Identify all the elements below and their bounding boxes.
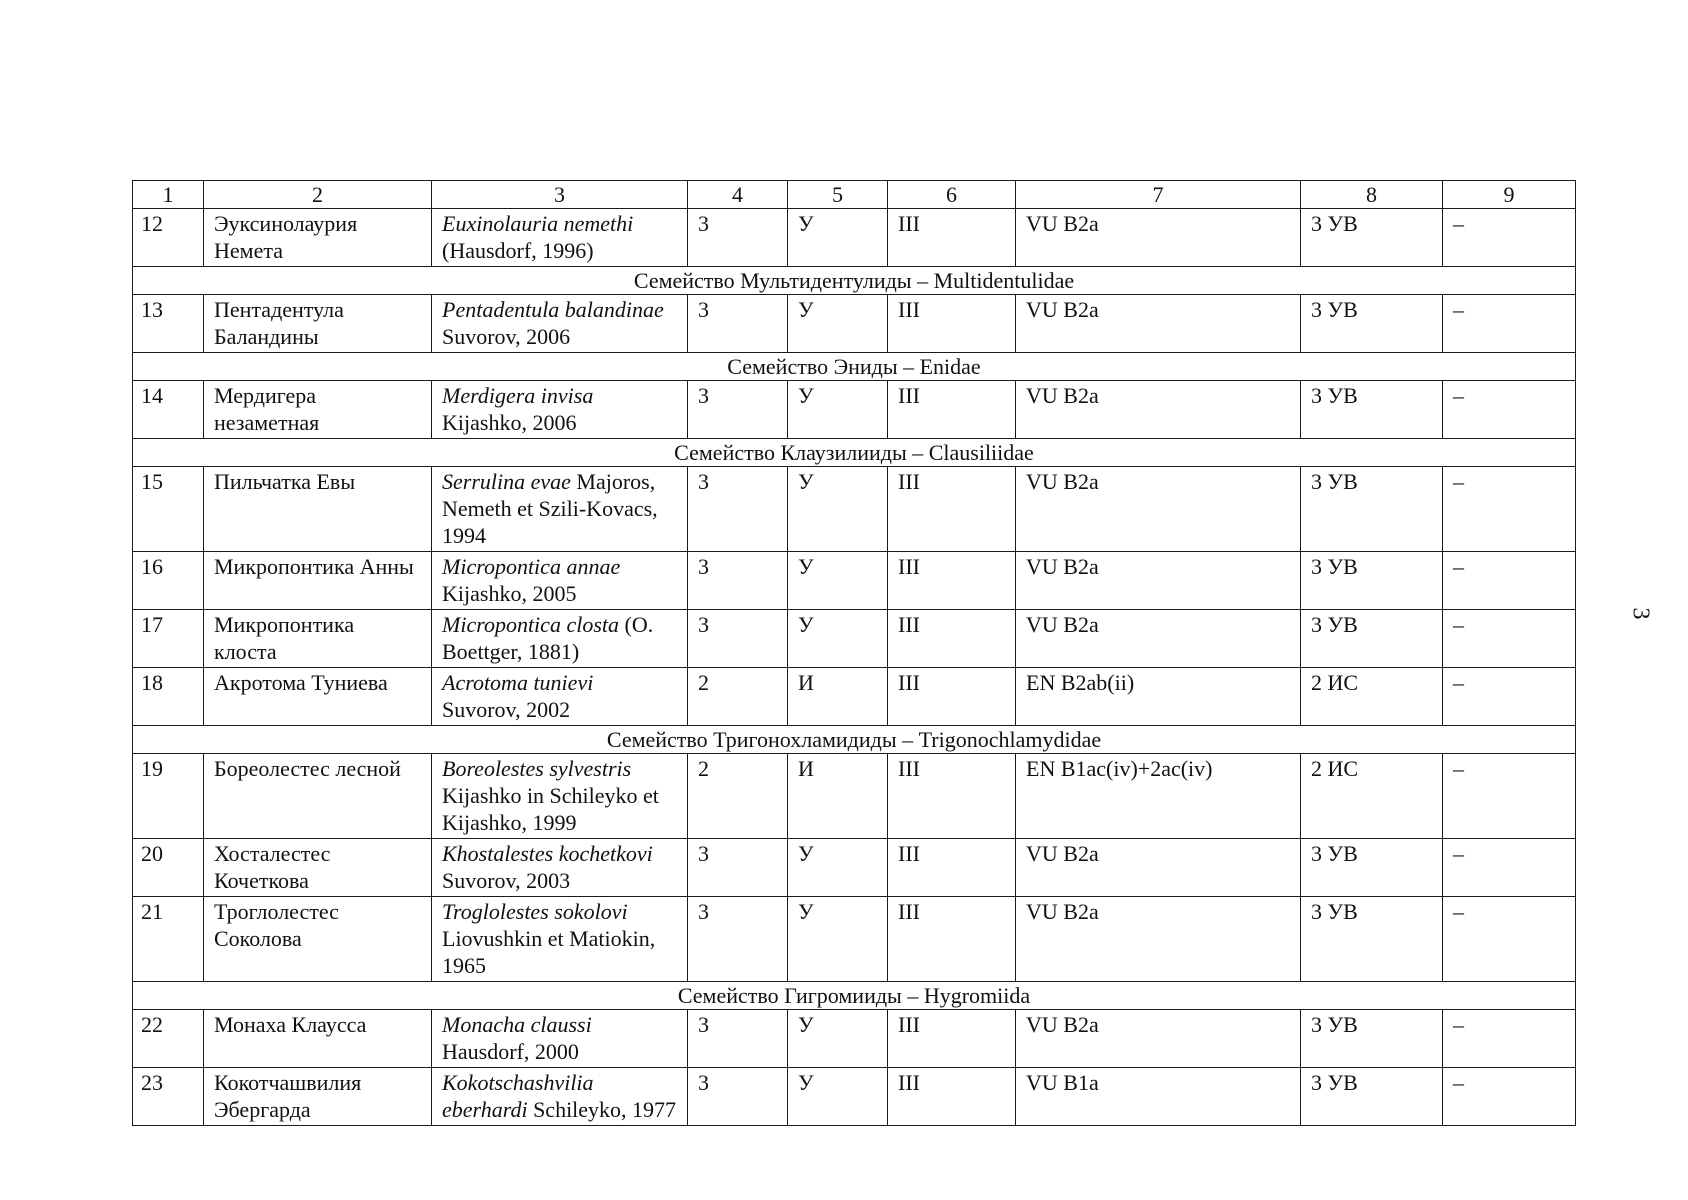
status-cell: У xyxy=(788,295,888,353)
regional-status-cell: 3 УВ xyxy=(1301,467,1443,552)
russian-name-cell: Монаха Клаусса xyxy=(204,1010,432,1068)
priority-cell: III xyxy=(888,381,1016,439)
priority-cell: III xyxy=(888,839,1016,897)
priority-cell: III xyxy=(888,897,1016,982)
latin-name: Kokotschashvilia eberhardi xyxy=(442,1070,594,1122)
status-cell: У xyxy=(788,839,888,897)
russian-name-cell: Хосталестес Кочеткова xyxy=(204,839,432,897)
family-row xyxy=(133,982,1576,1010)
category-cell: 3 xyxy=(688,839,788,897)
table-body xyxy=(133,181,1576,1126)
status-cell: И xyxy=(788,754,888,839)
notes-cell: – xyxy=(1443,1010,1576,1068)
iucn-cell: VU B2a xyxy=(1016,610,1301,668)
notes-cell: – xyxy=(1443,209,1576,267)
page-number: 3 xyxy=(1627,607,1654,620)
regional-status-cell: 3 УВ xyxy=(1301,897,1443,982)
category-cell: 2 xyxy=(688,668,788,726)
row-number-cell: 18 xyxy=(133,668,204,726)
russian-name-cell: Пентадентула Баландины xyxy=(204,295,432,353)
row-number-cell: 15 xyxy=(133,467,204,552)
russian-name-cell: Пильчатка Евы xyxy=(204,467,432,552)
iucn-cell: VU B2a xyxy=(1016,1010,1301,1068)
family-label: Семейство Мультидентулиды – Multidentulidae xyxy=(133,267,1576,295)
author-citation: Suvorov, 2002 xyxy=(442,697,571,722)
status-cell: У xyxy=(788,1010,888,1068)
table-row xyxy=(133,295,1576,353)
author-citation: Kijashko, 2005 xyxy=(442,581,577,606)
regional-status-cell: 2 ИС xyxy=(1301,754,1443,839)
table-row xyxy=(133,897,1576,982)
notes-cell: – xyxy=(1443,610,1576,668)
row-number-cell: 21 xyxy=(133,897,204,982)
row-number-cell: 17 xyxy=(133,610,204,668)
row-number-cell: 23 xyxy=(133,1068,204,1126)
table-row xyxy=(133,209,1576,267)
russian-name-cell: Бореолестес лесной xyxy=(204,754,432,839)
regional-status-cell: 3 УВ xyxy=(1301,552,1443,610)
column-header: 3 xyxy=(432,181,688,209)
russian-name-cell: Акротома Туниева xyxy=(204,668,432,726)
latin-name-cell xyxy=(432,897,688,982)
column-header: 7 xyxy=(1016,181,1301,209)
priority-cell: III xyxy=(888,610,1016,668)
family-row xyxy=(133,353,1576,381)
russian-name-cell: Микропонтика Анны xyxy=(204,552,432,610)
latin-name: Euxinolauria nemethi xyxy=(442,211,634,236)
status-cell: У xyxy=(788,897,888,982)
regional-status-cell: 3 УВ xyxy=(1301,839,1443,897)
row-number-cell: 16 xyxy=(133,552,204,610)
family-row xyxy=(133,439,1576,467)
iucn-cell: VU B2a xyxy=(1016,552,1301,610)
table-row xyxy=(133,754,1576,839)
priority-cell: III xyxy=(888,668,1016,726)
column-header: 8 xyxy=(1301,181,1443,209)
regional-status-cell: 3 УВ xyxy=(1301,1010,1443,1068)
iucn-cell: VU B2a xyxy=(1016,295,1301,353)
table-row xyxy=(133,668,1576,726)
author-citation: Suvorov, 2006 xyxy=(442,324,571,349)
table-row xyxy=(133,552,1576,610)
family-label: Семейство Гигромииды – Hygromiida xyxy=(133,982,1576,1010)
latin-name-cell xyxy=(432,552,688,610)
priority-cell: III xyxy=(888,1068,1016,1126)
regional-status-cell: 3 УВ xyxy=(1301,295,1443,353)
author-citation: Liovushkin et Matiokin, 1965 xyxy=(442,926,656,978)
table-row xyxy=(133,839,1576,897)
latin-name: Khostalestes kochetkovi xyxy=(442,841,653,866)
latin-name: Monacha claussi xyxy=(442,1012,592,1037)
family-label: Семейство Клаузилииды – Clausiliidae xyxy=(133,439,1576,467)
notes-cell: – xyxy=(1443,839,1576,897)
priority-cell: III xyxy=(888,552,1016,610)
regional-status-cell: 2 ИС xyxy=(1301,668,1443,726)
latin-name: Merdigera invisa xyxy=(442,383,594,408)
latin-name-cell xyxy=(432,1068,688,1126)
category-cell: 2 xyxy=(688,754,788,839)
column-header: 4 xyxy=(688,181,788,209)
author-citation: Majoros, Nemeth et Szili-Kovacs, 1994 xyxy=(442,469,658,548)
priority-cell: III xyxy=(888,209,1016,267)
category-cell: 3 xyxy=(688,552,788,610)
priority-cell: III xyxy=(888,467,1016,552)
row-number-cell: 19 xyxy=(133,754,204,839)
table-row xyxy=(133,381,1576,439)
author-citation: Suvorov, 2003 xyxy=(442,868,571,893)
iucn-cell: EN B2ab(ii) xyxy=(1016,668,1301,726)
russian-name-cell: Кокотчашвилия Эбергарда xyxy=(204,1068,432,1126)
table-row xyxy=(133,610,1576,668)
priority-cell: III xyxy=(888,754,1016,839)
status-cell: У xyxy=(788,552,888,610)
family-label: Семейство Эниды – Enidae xyxy=(133,353,1576,381)
latin-name-cell xyxy=(432,467,688,552)
author-citation: (Hausdorf, 1996) xyxy=(442,238,594,263)
iucn-cell: VU B2a xyxy=(1016,381,1301,439)
priority-cell: III xyxy=(888,1010,1016,1068)
category-cell: 3 xyxy=(688,295,788,353)
iucn-cell: VU B1a xyxy=(1016,1068,1301,1126)
latin-name-cell xyxy=(432,668,688,726)
iucn-cell: VU B2a xyxy=(1016,839,1301,897)
latin-name: Boreolestes sylvestris xyxy=(442,756,632,781)
regional-status-cell: 3 УВ xyxy=(1301,381,1443,439)
latin-name: Serrulina evae xyxy=(442,469,571,494)
russian-name-cell: Троглолестес Соколова xyxy=(204,897,432,982)
russian-name-cell: Микропонтика клоста xyxy=(204,610,432,668)
category-cell: 3 xyxy=(688,381,788,439)
iucn-cell: EN B1ac(iv)+2ac(iv) xyxy=(1016,754,1301,839)
family-label: Семейство Тригонохламидиды – Trigonochlamydidae xyxy=(133,726,1576,754)
category-cell: 3 xyxy=(688,1068,788,1126)
notes-cell: – xyxy=(1443,897,1576,982)
latin-name-cell xyxy=(432,1010,688,1068)
notes-cell: – xyxy=(1443,552,1576,610)
latin-name: Micropontica annae xyxy=(442,554,621,579)
latin-name-cell xyxy=(432,295,688,353)
category-cell: 3 xyxy=(688,610,788,668)
notes-cell: – xyxy=(1443,668,1576,726)
latin-name-cell xyxy=(432,610,688,668)
author-citation: Hausdorf, 2000 xyxy=(442,1039,579,1064)
notes-cell: – xyxy=(1443,754,1576,839)
author-citation: Schileyko, 1977 xyxy=(533,1097,677,1122)
status-cell: У xyxy=(788,610,888,668)
family-row xyxy=(133,726,1576,754)
latin-name-cell xyxy=(432,209,688,267)
category-cell: 3 xyxy=(688,209,788,267)
column-header: 1 xyxy=(133,181,204,209)
column-header: 2 xyxy=(204,181,432,209)
status-cell: У xyxy=(788,467,888,552)
latin-name-cell xyxy=(432,839,688,897)
latin-name-cell xyxy=(432,754,688,839)
notes-cell: – xyxy=(1443,1068,1576,1126)
row-number-cell: 13 xyxy=(133,295,204,353)
author-citation: Kijashko in Schileyko et Kijashko, 1999 xyxy=(442,783,659,835)
priority-cell: III xyxy=(888,295,1016,353)
status-cell: У xyxy=(788,209,888,267)
family-row xyxy=(133,267,1576,295)
column-number-header-row xyxy=(133,181,1576,209)
latin-name: Troglolestes sokolovi xyxy=(442,899,628,924)
regional-status-cell: 3 УВ xyxy=(1301,209,1443,267)
iucn-cell: VU B2a xyxy=(1016,467,1301,552)
notes-cell: – xyxy=(1443,381,1576,439)
iucn-cell: VU B2a xyxy=(1016,209,1301,267)
latin-name: Pentadentula balandinae xyxy=(442,297,664,322)
regional-status-cell: 3 УВ xyxy=(1301,1068,1443,1126)
russian-name-cell: Эуксинолаурия Немета xyxy=(204,209,432,267)
category-cell: 3 xyxy=(688,1010,788,1068)
table-row xyxy=(133,1010,1576,1068)
author-citation: Kijashko, 2006 xyxy=(442,410,577,435)
table-row xyxy=(133,467,1576,552)
row-number-cell: 20 xyxy=(133,839,204,897)
status-cell: У xyxy=(788,381,888,439)
column-header: 9 xyxy=(1443,181,1576,209)
column-header: 6 xyxy=(888,181,1016,209)
iucn-cell: VU B2a xyxy=(1016,897,1301,982)
status-cell: У xyxy=(788,1068,888,1126)
row-number-cell: 14 xyxy=(133,381,204,439)
regional-status-cell: 3 УВ xyxy=(1301,610,1443,668)
latin-name: Micropontica closta xyxy=(442,612,619,637)
latin-name: Acrotoma tunievi xyxy=(442,670,594,695)
table-row xyxy=(133,1068,1576,1126)
latin-name-cell xyxy=(432,381,688,439)
category-cell: 3 xyxy=(688,467,788,552)
category-cell: 3 xyxy=(688,897,788,982)
row-number-cell: 12 xyxy=(133,209,204,267)
notes-cell: – xyxy=(1443,295,1576,353)
column-header: 5 xyxy=(788,181,888,209)
species-table xyxy=(132,180,1576,1126)
notes-cell: – xyxy=(1443,467,1576,552)
row-number-cell: 22 xyxy=(133,1010,204,1068)
status-cell: И xyxy=(788,668,888,726)
author-citation: (O. Boettger, 1881) xyxy=(442,612,654,664)
russian-name-cell: Мердигера незаметная xyxy=(204,381,432,439)
